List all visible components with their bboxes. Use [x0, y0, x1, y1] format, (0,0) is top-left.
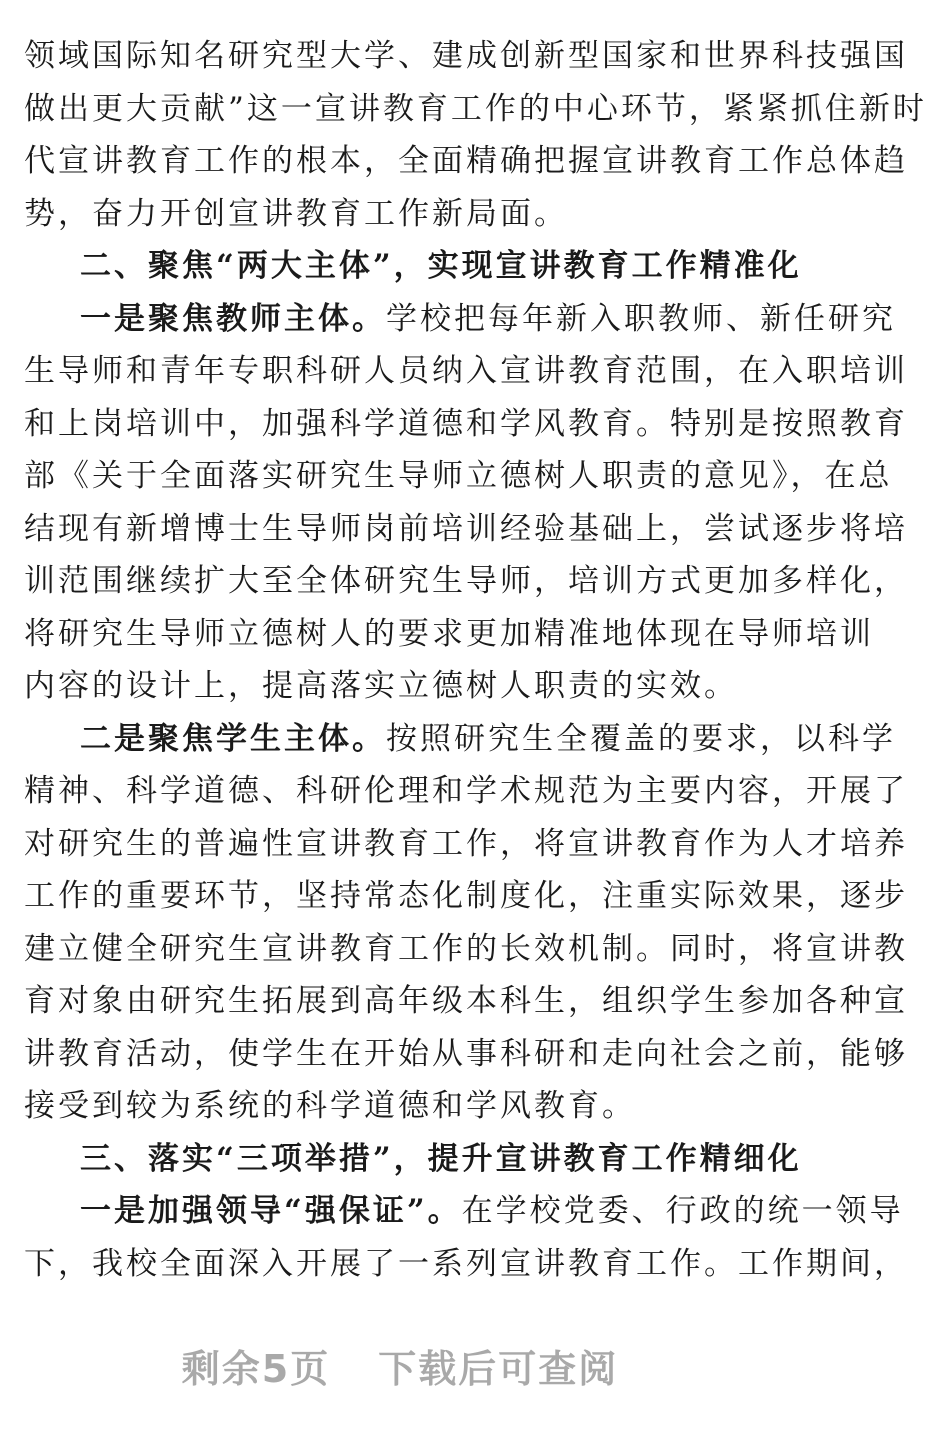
paragraph-first-line	[24, 293, 896, 346]
text-line: 对研究生的普遍性宣讲教育工作，将宣讲教育作为人才培养	[24, 825, 908, 862]
remaining-pages-label: 剩余5页	[181, 1347, 331, 1391]
text-line: 代宣讲教育工作的根本，全面精确把握宣讲教育工作总体趋	[24, 143, 908, 179]
paragraph-text: 学校把每年新入职教师、新任研究	[386, 300, 896, 337]
text-line: 部《关于全面落实研究生导师立德树人职责的意见》，在总	[24, 458, 893, 494]
text-line: 精神、科学道德、科研伦理和学术规范为主要内容，开展了	[24, 773, 908, 809]
text-line: 和上岗培训中，加强科学道德和学风教育。特别是按照教育	[24, 405, 908, 442]
text-line: 下，我校全面深入开展了一系列宣讲教育工作。工作期间，	[24, 1245, 908, 1282]
paragraph-lead: 一是聚焦教师主体。	[80, 300, 386, 337]
text-line: 建立健全研究生宣讲教育工作的长效机制。同时，将宣讲教	[24, 930, 908, 967]
text-line: 领域国际知名研究型大学、建成创新型国家和世界科技强国	[24, 38, 908, 74]
paragraph-lead: 一是加强领导“强保证”。	[80, 1193, 462, 1229]
section-heading-2: 二、聚焦“两大主体”，实现宣讲教育工作精准化	[80, 248, 802, 284]
text-line: 讲教育活动，使学生在开始从事科研和走向社会之前，能够	[24, 1035, 908, 1072]
text-line: 将研究生导师立德树人的要求更加精准地体现在导师培训	[24, 615, 874, 652]
download-to-view-label: 下载后可查阅	[378, 1347, 619, 1391]
paragraph-text: 按照研究生全覆盖的要求，以科学	[386, 720, 896, 757]
text-line: 育对象由研究生拓展到高年级本科生，组织学生参加各种宣	[24, 983, 908, 1019]
text-line: 结现有新增博士生导师岗前培训经验基础上，尝试逐步将培	[24, 510, 908, 547]
text-line: 做出更大贡献”这一宣讲教育工作的中心环节，紧紧抓住新时	[24, 90, 927, 127]
download-prompt[interactable]	[0, 1338, 800, 1393]
text-line: 内容的设计上，提高落实立德树人职责的实效。	[24, 668, 738, 704]
section-heading-3: 三、落实“三项举措”，提升宣讲教育工作精细化	[80, 1140, 802, 1177]
text-line: 工作的重要环节，坚持常态化制度化，注重实际效果，逐步	[24, 878, 908, 914]
paragraph-lead: 二是聚焦学生主体。	[80, 720, 386, 757]
text-line: 生导师和青年专职科研人员纳入宣讲教育范围，在入职培训	[24, 353, 908, 389]
paragraph-first-line	[24, 1185, 904, 1238]
document-body	[24, 30, 927, 1290]
paragraph-text: 在学校党委、行政的统一领导	[461, 1193, 904, 1229]
text-line: 接受到较为系统的科学道德和学风教育。	[24, 1088, 636, 1124]
text-line: 训范围继续扩大至全体研究生导师，培训方式更加多样化，	[24, 563, 908, 599]
paragraph-first-line	[24, 713, 896, 766]
text-line: 势，奋力开创宣讲教育工作新局面。	[24, 195, 568, 232]
